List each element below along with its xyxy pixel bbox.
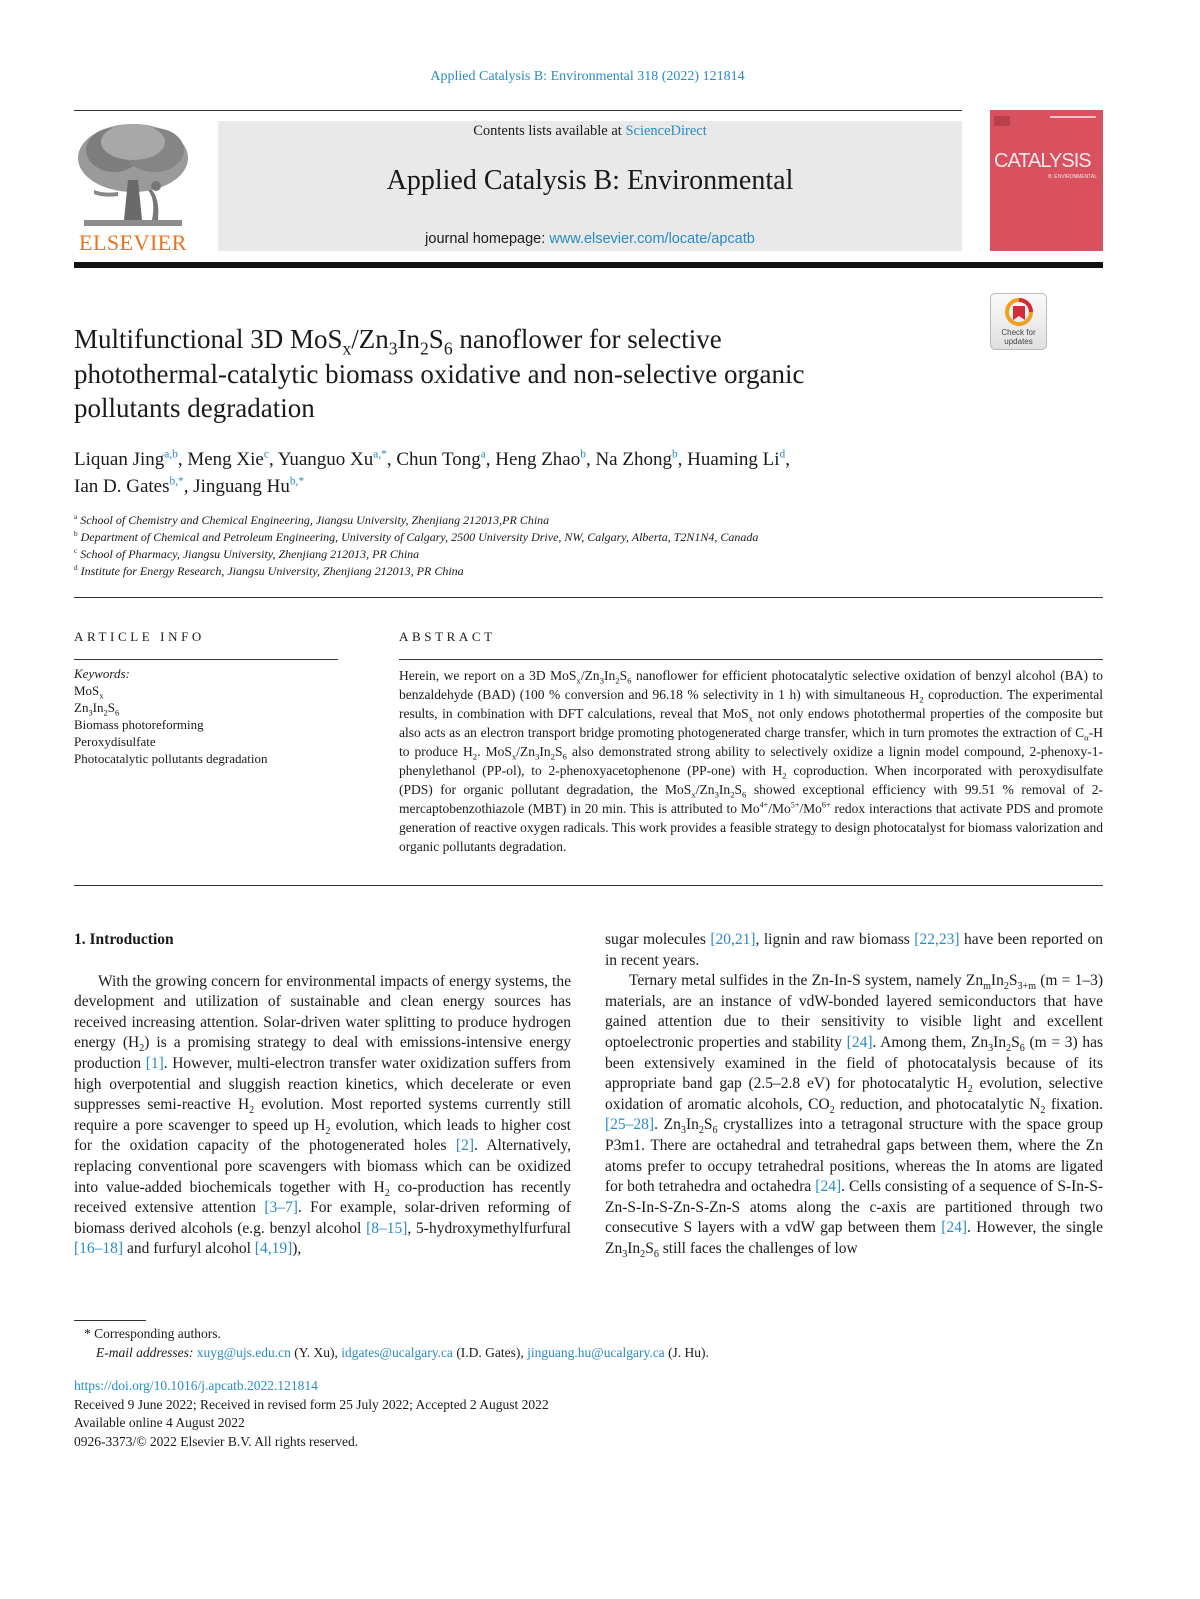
sub: 2 [640,1249,646,1260]
cover-title: CATALYSIS [994,150,1091,172]
text: In [627,1239,641,1257]
crossmark-line-1: Check for [1001,328,1036,337]
keyword-sub: x [99,690,104,701]
section-heading: 1. Introduction [74,931,174,948]
sub: 6 [627,675,632,686]
title-part: /Zn [351,324,389,354]
keyword: Photocatalytic pollutants degradation [74,751,268,766]
journal-cover[interactable] [990,110,1103,251]
email-link[interactable]: idgates@ucalgary.ca [341,1345,453,1360]
header-rule [74,110,962,111]
body-column-right [605,930,1103,1260]
article-info-heading: ARTICLE INFO [74,629,205,644]
sub: 3 [535,751,540,762]
sub: 3+m [1017,981,1037,993]
text: S [645,1239,654,1257]
keyword-sub: 2 [103,707,108,718]
text: . For example, solar-driven reforming of biomass derived alcohols (e.g. benzyl alcohol [74,1199,571,1237]
citation-link[interactable]: [20,21] [710,931,756,948]
sub: 2 [829,1104,835,1116]
text: S [1008,972,1018,990]
corresponding-note: * Corresponding authors. [84,1326,221,1341]
cover-subtitle: B: ENVIRONMENTAL [1048,174,1097,180]
contents-line [218,123,962,140]
affiliation [74,546,1094,563]
abstract-text: /Zn [695,782,715,797]
affiliation-mark: a [74,513,78,521]
text: evolution, which leads to higher cost for the oxidation capacity of the photogenerated holes [74,1116,571,1155]
abstract-text: nanoflower for efficient photocatalytic selective oxidation of benzyl alcohol (BA) to benzaldehyde (BAD) (100 % conversion and 96.18 % selectivity in 1 h) with simultaneous H [399,668,1103,702]
sub: 2 [1006,1043,1012,1055]
doi-link[interactable]: https://doi.org/10.1016/j.apcatb.2022.121814 [74,1378,318,1393]
text: . Alternatively, replacing conventional pore scavengers with biomass which can be oxidized into value-added biochemicals together with H [74,1137,571,1196]
journal-masthead [218,121,962,251]
text: . Zn [654,1116,681,1134]
paragraph [74,972,571,1260]
text: fixation. [1045,1095,1103,1113]
title-sub: 6 [443,338,453,359]
email-label: E-mail addresses: [96,1345,197,1360]
email-owner: (I.D. Gates), [452,1345,528,1360]
keyword-part: In [92,700,104,715]
copyright: 0926-3373/© 2022 Elsevier B.V. All rights reserved. [74,1433,359,1449]
sub: 2 [325,1125,331,1137]
citation-link[interactable]: [24] [941,1219,968,1237]
contents-prefix: Contents lists available at [473,123,626,139]
abstract-text: In [603,668,616,683]
sub: 2 [782,770,787,781]
keyword-part: Zn [74,700,89,715]
sup: 5+ [790,800,800,810]
abstract-text: S [734,782,742,797]
author-affiliation-mark[interactable]: b [671,448,678,461]
text: (m = 1–3) materials, are an instance of vdW-bonded layered semiconductors that have gained attention due to their sensitivity to visible light and excellent optoelectronic properties and stability [605,972,1104,1051]
tree-icon [74,120,192,228]
abstract-text: coproduction. The experimental results, in combination with DFT calculations, reveal that MoS [399,687,1103,721]
abstract-text: /Mo [799,801,822,816]
author-name[interactable]: Meng Xie [187,449,264,470]
keywords-heading: Keywords: [74,666,130,681]
email-owner: (J. Hu). [664,1345,709,1360]
online-date: Available online 4 August 2022 [74,1415,245,1430]
elsevier-logo[interactable] [74,120,192,254]
keyword-sub: 6 [114,707,120,718]
affiliation-text: Department of Chemical and Petroleum Engineering, University of Calgary, 2500 University Drive, NW, Calgary, Alberta, T2N1N4, Canada [80,530,759,544]
abstract-text: coproduction. When incorporated with peroxydisulfate (PDS) for organic pollutant degradation, the MoS [399,763,1103,797]
affiliation [74,529,1094,546]
title-part: In [397,324,421,354]
journal-title: Applied Catalysis B: Environmental [386,165,794,196]
cover-logo-icon [994,116,1010,126]
abstract-text: redox interactions that activate PDS and promote generation of reactive oxygen radicals. This work provides a feasible strategy to design photocatalyst for biomass valorization and organic pollutants degradation. [399,801,1103,854]
footnote-rule [74,1320,146,1321]
author-name[interactable]: Huaming Li [687,449,780,470]
sub: x [691,789,696,800]
check-for-updates-button[interactable] [990,293,1047,350]
affiliation-mark: c [74,547,78,555]
abstract-text: showed exceptional efficiency with 99.51 % removal of 2-mercaptobenzothiazole (MBT) in 20 min. This is attributed to Mo [399,782,1103,816]
sub: x [748,713,754,724]
text: , lignin and raw biomass [755,931,915,948]
sub: 6 [1019,1043,1025,1055]
text: . Among them, Zn [872,1033,989,1051]
body-column-left [74,930,571,1260]
title-line-2: photothermal-catalytic biomass oxidative and non-selective organic [74,358,805,389]
sub: 2 [698,1125,704,1137]
running-head[interactable]: Applied Catalysis B: Environmental 318 (2022) 121814 [430,69,745,84]
text: In [685,1116,699,1134]
affiliation-text: Institute for Energy Research, Jiangsu University, Zhenjiang 212013, PR China [80,564,464,578]
crossmark-line-2: updates [1004,337,1033,346]
title-part: Multifunctional 3D MoS [74,324,343,354]
sup: 6+ [821,800,831,810]
text: have been reported on in recent years. [605,931,1103,969]
text: . However, the single Zn [605,1219,1103,1257]
affiliation-mark: d [74,564,78,572]
email-owner: (Y. Xu), [290,1345,342,1360]
sub: 2 [472,751,478,762]
sub: 6 [562,751,567,762]
abstract-text: In [539,744,551,759]
sub: α [1084,732,1089,743]
author-affiliation-mark[interactable]: c [263,448,269,461]
affiliation-mark: b [74,530,78,538]
citation-link[interactable]: [24] [846,1033,873,1051]
text: In [990,972,1004,990]
abstract-text: /Zn [580,668,600,683]
publication-info [74,1377,1103,1451]
abstract-bottom-rule [74,885,1103,886]
email-addresses [74,1343,1103,1362]
email-link[interactable]: xuyg@ujs.edu.cn [196,1345,291,1360]
author-affiliation-mark[interactable]: b,* [169,475,184,488]
text: With the growing concern for environmental impacts of energy systems, the development and utilization of sustainable and clean energy sources has received increasing attention. Solar-driven water splitting to produce hydrogen energy (H [74,972,571,1052]
author-name[interactable]: Liquan Jing [74,449,165,470]
affiliation-list [74,512,1094,580]
abstract-text: also demonstrated strong ability to selectively oxidize a lignin model compound, 2-phenoxy-1-phenylethanol (PP-ol), to 2-phenoxyacetophenone (PP-one) with H [399,744,1104,778]
abstract-text: -H to produce H [399,725,1103,759]
sub: 6 [653,1249,659,1260]
author-affiliation-mark[interactable]: d [779,448,786,461]
sub: 2 [1003,981,1009,993]
text: ), [292,1240,302,1258]
sub: 2 [249,1105,255,1117]
sub: 2 [730,789,735,800]
sub: x [576,675,581,686]
text: ) is a promising strategy to deal with emissions-intensive energy production [74,1034,571,1072]
author-name[interactable]: Na Zhong [595,449,672,470]
paragraph [605,971,1103,1259]
keyword: Peroxydisulfate [74,734,156,749]
text: still faces the challenges of low [658,1239,858,1257]
author-affiliation-mark[interactable]: a [480,448,486,461]
keyword: Biomass photoreforming [74,717,204,732]
text: (m = 3) has been extensively examined in the field of photocatalysis because of its appropriate band gap (2.5–2.8 eV) for photocatalytic H [605,1033,1103,1093]
article-info-rule [74,659,338,660]
sub: 2 [550,751,556,762]
text: evolution. Most reported systems currently still require a pore scavenger to speed up H [74,1096,571,1134]
abstract-rule [399,659,1103,660]
text: sugar molecules [605,931,711,948]
homepage-prefix: journal homepage: [425,231,550,247]
sub: 2 [1040,1104,1046,1116]
elsevier-wordmark: ELSEVIER [79,230,187,255]
abstract-text: Herein, we report on a 3D MoS [399,668,577,683]
masthead-rule [74,262,1103,268]
title-line-3: pollutants degradation [74,393,315,423]
keyword-sub: 3 [88,707,93,718]
abstract-text: /Zn [516,744,535,759]
sub: 2 [139,1043,145,1055]
title-part: nanoflower for selective [452,324,722,354]
abstract-text: . MoS [477,744,512,759]
text: crystallizes into a tetragonal structure with the space group P3m1. There are octahedral and tetrahedral gaps between them, where the Zn atoms prefer to occupy tetrahedral positions, whereas the In atoms are ligated for both tetrahedra and octahedra [605,1116,1104,1196]
keyword-list [74,665,338,767]
title-sub: x [342,338,352,359]
abstract-body [399,666,1103,856]
sciencedirect-link[interactable]: ScienceDirect [625,123,707,139]
email-link[interactable]: jinguang.hu@ucalgary.ca [527,1345,665,1360]
affiliation [74,512,1094,529]
text: In [993,1033,1007,1051]
author-affiliation-mark[interactable]: b [580,448,586,461]
affiliation-rule [74,597,1103,598]
citation-link[interactable]: [1] [145,1054,164,1072]
author-name[interactable]: Chun Tong [396,449,481,470]
author-affiliation-mark[interactable]: a,* [373,448,387,461]
text: , 5-hydroxymethylfurfural [407,1219,571,1237]
homepage-line [218,231,962,247]
text: S [1011,1033,1020,1051]
citation-link[interactable]: [16–18] [74,1240,124,1258]
citation-link[interactable]: [22,23] [914,931,960,948]
sub: 2 [615,675,620,686]
sub: 2 [919,694,924,705]
keyword-part: S [107,700,115,715]
citation-link[interactable]: [3–7] [264,1199,298,1217]
text: and furfuryl alcohol [123,1240,255,1258]
author-affiliation-mark[interactable]: a,b [164,448,178,461]
sub: 3 [680,1125,686,1137]
abstract-heading: ABSTRACT [399,629,496,644]
text: co-production has recently received extensive attention [74,1178,571,1217]
abstract-text: not only endows photothermal properties of the composite but also acts as an electron transport bridge promoting photogenerated charge transfer, which in turn promotes the extraction of C [399,706,1103,740]
sup: 4+ [759,800,769,810]
abstract-text: S [619,668,628,683]
affiliation-text: School of Chemistry and Chemical Engineering, Jiangsu University, Zhenjiang 212013,PR China [80,513,550,527]
sub: 3 [599,675,604,686]
article-title [74,322,954,426]
homepage-link[interactable]: www.elsevier.com/locate/apcatb [549,231,755,247]
sub: 2 [967,1084,973,1096]
keyword-part: MoS [74,683,100,698]
author-name[interactable]: Heng Zhao [495,449,581,470]
citation-link[interactable]: [25–28] [605,1116,655,1134]
abstract-text: S [555,744,563,759]
citation-link[interactable]: [8–15] [366,1219,408,1237]
sub: 3 [622,1249,628,1260]
paragraph [605,930,1103,971]
title-sub: 3 [388,338,398,359]
text: Ternary metal sulfides in the Zn-In-S system, namely Zn [629,972,984,990]
author-name[interactable]: Ian D. Gates [74,476,170,497]
author-name[interactable]: Jinguang Hu [193,476,290,497]
author-list: Liquan Jing$^{a,b}$, Meng Xie$^c$, Yuanguo Xu$^{a,*}$, Chun Tong$^a$, Heng Zhao$^b$, Na Zhong$^b$, Huaming Li$^d$, Ian D. Gates$^{b,*}$, Jinguang Hu$^{b,*}$ [74,448,790,497]
cover-issue-icon [1050,114,1096,120]
text: . Cells consisting of a sequence of S-In-S-Zn-S-In-S-Zn-S-Zn-S atoms along the c-axis are partitioned through two consecutive S layers with a vdW gap between them [605,1178,1103,1237]
keyword [74,682,338,699]
sub: 2 [384,1187,390,1199]
abstract-text: /Mo [768,801,791,816]
crossmark-label [991,328,1046,346]
affiliation [74,563,1094,580]
text: S [703,1116,713,1134]
crossmark-icon [1005,298,1033,328]
author-affiliation-mark[interactable]: b,* [289,475,305,488]
sub: 6 [712,1125,718,1137]
keyword [74,699,338,716]
text: reduction, and photocatalytic N [834,1095,1041,1113]
sub: x [511,751,517,762]
author-name[interactable]: Yuanguo Xu [277,449,374,470]
footnotes [74,1324,1103,1362]
received-dates: Received 9 June 2022; Received in revised form 25 July 2022; Accepted 2 August 2022 [74,1396,549,1412]
sub: 3 [988,1043,994,1055]
sub: 3 [714,789,719,800]
text: evolution, selective oxidation of aromatic alcohols, CO [605,1075,1103,1113]
affiliation-text: School of Pharmacy, Jiangsu University, Zhenjiang 212013, PR China [80,547,420,561]
abstract-text: In [718,782,731,797]
text: . However, multi-electron transfer water oxidization suffers from high overpotential and sluggish reaction kinetics, which decelerate or even suppresses semi-reactive H [74,1054,571,1114]
citation-link[interactable]: [4,19] [254,1240,293,1258]
title-part: S [428,324,444,354]
sub: 6 [742,789,747,800]
title-sub: 2 [420,338,429,359]
sub: m [983,981,991,993]
citation-link[interactable]: [24] [815,1178,842,1196]
citation-link[interactable]: [2] [455,1137,474,1155]
